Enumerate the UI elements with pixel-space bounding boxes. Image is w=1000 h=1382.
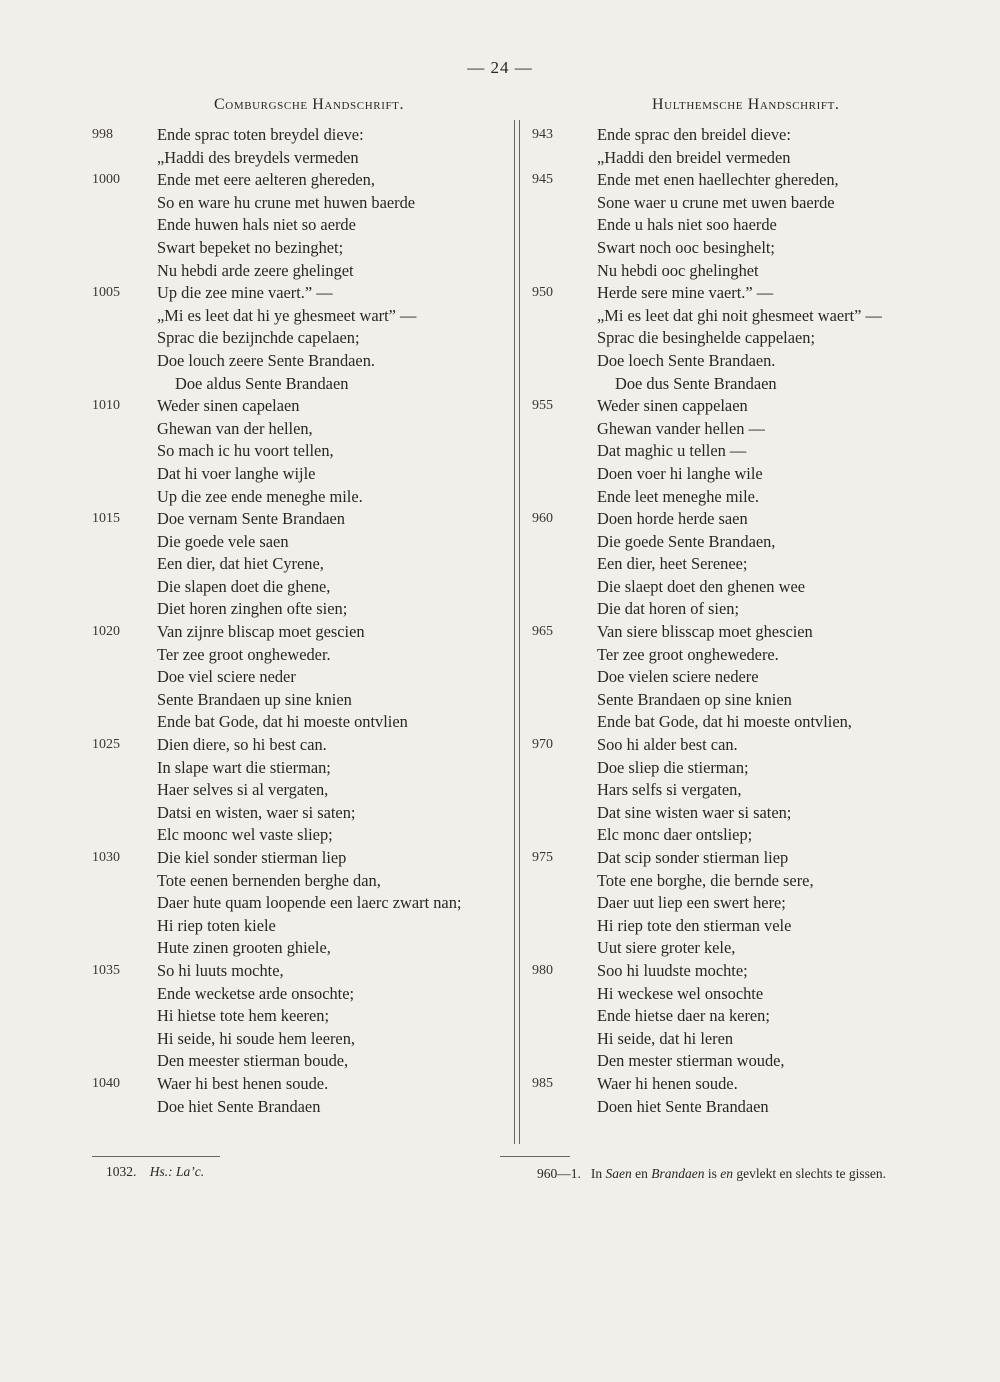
verse-number: 1000	[92, 172, 120, 188]
verse-text: Doe loech Sente Brandaen.	[597, 350, 776, 370]
verse-text: Die slapen doet die ghene,	[157, 576, 331, 596]
verse-text: Datsi en wisten, waer si saten;	[157, 802, 356, 822]
verse-text: Soo hi alder best can.	[597, 735, 738, 755]
verse-text: Ghewan van der hellen,	[157, 418, 313, 438]
verse-text: Elc moonc wel vaste sliep;	[157, 825, 333, 845]
page-number: — 24 —	[467, 58, 533, 77]
footnote-left-number: 1032.	[106, 1164, 137, 1179]
verse-text: Soo hi luudste mochte;	[597, 960, 748, 980]
verse-number: 970	[532, 737, 553, 753]
verse-text: Elc monc daer ontsliep;	[597, 825, 753, 845]
verse-text: Die slaept doet den ghenen wee	[597, 576, 805, 596]
verse-text: Waer hi henen soude.	[597, 1073, 738, 1093]
verse-number: 943	[532, 127, 553, 142]
verse-text: Ende sprac den breidel dieve:	[597, 125, 791, 144]
verse-text: Ende u hals niet soo haerde	[597, 215, 777, 235]
verse-text: Ter zee groot ongheweder.	[157, 644, 331, 664]
column-divider-left	[514, 120, 515, 1144]
verse-number: 945	[532, 172, 553, 188]
verse-text: Up die zee mine vaert.” —	[157, 283, 333, 303]
verse-text: Den meester stierman boude,	[157, 1051, 349, 1071]
verse-text: Hi seide, dat hi leren	[597, 1028, 734, 1048]
verse-text: „Haddi den breidel vermeden	[597, 147, 791, 167]
verse-text: Sone waer u crune met uwen baerde	[597, 192, 835, 212]
verse-text: Daer hute quam loopende een laerc zwart nan;	[157, 893, 462, 913]
verse-text: Up die zee ende meneghe mile.	[157, 486, 363, 506]
verse-text: Ter zee groot onghewedere.	[597, 644, 779, 664]
verse-text: Hars selfs si vergaten,	[597, 780, 742, 800]
verse-text: Die dat horen of sien;	[597, 599, 740, 619]
footnote-right-word-saen: Saen	[605, 1166, 632, 1181]
verse-text: Hi hietse tote hem keeren;	[157, 1006, 330, 1026]
footnote-right	[537, 1166, 957, 1182]
verse-text: „Haddi des breydels vermeden	[157, 147, 359, 167]
verse-text: Nu hebdi ooc ghelinghet	[597, 260, 759, 280]
footnote-right-mid2: is	[704, 1166, 721, 1181]
footnote-right-post: gevlekt en slechts te gissen.	[733, 1166, 886, 1181]
verse-text: Swart noch ooc besinghelt;	[597, 237, 775, 257]
verse-text: Weder sinen capelaen	[157, 396, 300, 416]
verse-text: Den mester stierman woude,	[597, 1051, 785, 1071]
verse-number: 998	[92, 127, 113, 142]
verse-text: Dat maghic u tellen —	[597, 441, 747, 461]
verse-text: Sprac die besinghelde cappelaen;	[597, 328, 815, 348]
footnote-left	[106, 1164, 204, 1180]
verse-text: Die goede vele saen	[157, 531, 289, 551]
verse-text: Hi riep tote den stierman vele	[597, 915, 792, 935]
footnote-right-mid1: en	[631, 1166, 652, 1181]
verse-text: Dat sine wisten waer si saten;	[597, 802, 792, 822]
footnote-right-word-en: en	[720, 1166, 734, 1181]
footnote-right-number: 960—1.	[537, 1166, 581, 1181]
verse-text: Ende sprac toten breydel dieve:	[157, 125, 364, 144]
verse-text: Die kiel sonder stierman liep	[157, 848, 347, 867]
verse-text: Swart bepeket no bezinghet;	[157, 237, 344, 257]
verse-text: Dat scip sonder stierman liep	[597, 848, 789, 867]
verse-text: Hi seide, hi soude hem leeren,	[157, 1028, 355, 1048]
verse-text: Sente Brandaen op sine knien	[597, 689, 792, 709]
verse-text: Tote eenen bernenden berghe dan,	[157, 870, 381, 890]
verse-text: Weder sinen cappelaen	[597, 396, 748, 416]
verse-text: Ende bat Gode, dat hi moeste ontvlien	[157, 712, 408, 732]
verse-text: Doe louch zeere Sente Brandaen.	[157, 350, 375, 370]
left-column-title	[214, 96, 404, 114]
verse-number: 985	[532, 1075, 553, 1091]
verse-text: Hi weckese wel onsochte	[597, 983, 764, 1003]
footnote-right-word-brandaen: Brandaen	[651, 1166, 705, 1181]
footnote-rule-right	[500, 1156, 570, 1157]
verse-text: Een dier, heet Serenee;	[597, 554, 748, 574]
verse-number: 980	[532, 962, 553, 978]
verse-text: Sente Brandaen up sine knien	[157, 689, 352, 709]
verse-text: Ende leet meneghe mile.	[597, 486, 760, 506]
verse-text: Hute zinen grooten ghiele,	[157, 938, 331, 958]
verse-text: Tote ene borghe, die bernde sere,	[597, 870, 814, 890]
verse-text: Doen hiet Sente Brandaen	[597, 1096, 769, 1116]
verse-number: 1030	[92, 850, 120, 865]
verse-text: Doen horde herde saen	[597, 509, 748, 529]
verse-text: Doe vielen sciere nedere	[597, 667, 759, 687]
column-divider-right	[519, 120, 520, 1144]
verse-text: Van siere blisscap moet ghescien	[597, 622, 813, 642]
verse-text: Dat hi voer langhe wijle	[157, 463, 316, 483]
verse-number: 1015	[92, 511, 120, 527]
verse-number: 1025	[92, 737, 120, 753]
verse-text: „Mi es leet dat hi ye ghesmeet wart” —	[157, 305, 417, 325]
verse-text: Ende wecketse arde onsochte;	[157, 983, 355, 1003]
verse-text: Doe hiet Sente Brandaen	[157, 1096, 321, 1116]
verse-text: Ende hietse daer na keren;	[597, 1006, 770, 1026]
verse-text: Waer hi best henen soude.	[157, 1073, 329, 1093]
verse-text: Doe aldus Sente Brandaen	[175, 373, 349, 393]
verse-number: 1040	[92, 1075, 120, 1091]
verse-text: Uut siere groter kele,	[597, 938, 736, 958]
verse-text: So mach ic hu voort tellen,	[157, 441, 334, 461]
footnote-right-pre: In	[590, 1166, 606, 1181]
verse-text: So hi luuts mochte,	[157, 960, 284, 980]
verse-text: Herde sere mine vaert.” —	[597, 283, 774, 303]
verse-number: 965	[532, 624, 553, 640]
verse-number: 950	[532, 285, 553, 301]
verse-text: Doe dus Sente Brandaen	[615, 373, 777, 393]
verse-text: In slape wart die stierman;	[157, 757, 331, 777]
verse-text: Ende met enen haellechter ghereden,	[597, 170, 839, 190]
verse-text: Doe vernam Sente Brandaen	[157, 509, 345, 529]
verse-text: Doen voer hi langhe wile	[597, 463, 763, 483]
verse-text: Ghewan vander hellen —	[597, 418, 765, 438]
footnote-left-text: Hs.: La’c.	[149, 1164, 205, 1179]
verse-text: Doe viel sciere neder	[157, 667, 296, 687]
verse-text: Daer uut liep een swert here;	[597, 893, 786, 913]
right-title-text: Hulthemsche Handschrift.	[652, 96, 840, 113]
verse-text: Van zijnre bliscap moet gescien	[157, 622, 365, 642]
verse-text: So en ware hu crune met huwen baerde	[157, 192, 416, 212]
verse-number: 1020	[92, 624, 120, 640]
verse-text: Die goede Sente Brandaen,	[597, 531, 776, 551]
verse-number: 955	[532, 398, 553, 414]
verse-number: 1035	[92, 962, 120, 978]
verse-text: Dien diere, so hi best can.	[157, 735, 327, 755]
left-title-text: Comburgsche Handschrift.	[214, 96, 405, 113]
verse-number: 1005	[92, 285, 120, 301]
verse-number: 975	[532, 850, 553, 865]
verse-text: Doe sliep die stierman;	[597, 757, 749, 777]
verse-number: 960	[532, 511, 553, 527]
right-column-title	[652, 96, 840, 114]
verse-text: Sprac die bezijnchde capelaen;	[157, 328, 360, 348]
verse-text: Ende met eere aelteren ghereden,	[157, 170, 375, 190]
verse-text: Ende bat Gode, dat hi moeste ontvlien,	[597, 712, 852, 732]
verse-text: Haer selves si al vergaten,	[157, 780, 329, 800]
verse-text: Een dier, dat hiet Cyrene,	[157, 554, 324, 574]
verse-number: 1010	[92, 398, 120, 414]
verse-text: Ende huwen hals niet so aerde	[157, 215, 356, 235]
verse-text: Hi riep toten kiele	[157, 915, 276, 935]
verse-text: Nu hebdi arde zeere ghelinget	[157, 260, 354, 280]
footnote-rule-left	[92, 1156, 220, 1157]
verse-text: Diet horen zinghen ofte sien;	[157, 599, 348, 619]
verse-text: „Mi es leet dat ghi noit ghesmeet waert” —	[597, 305, 882, 325]
